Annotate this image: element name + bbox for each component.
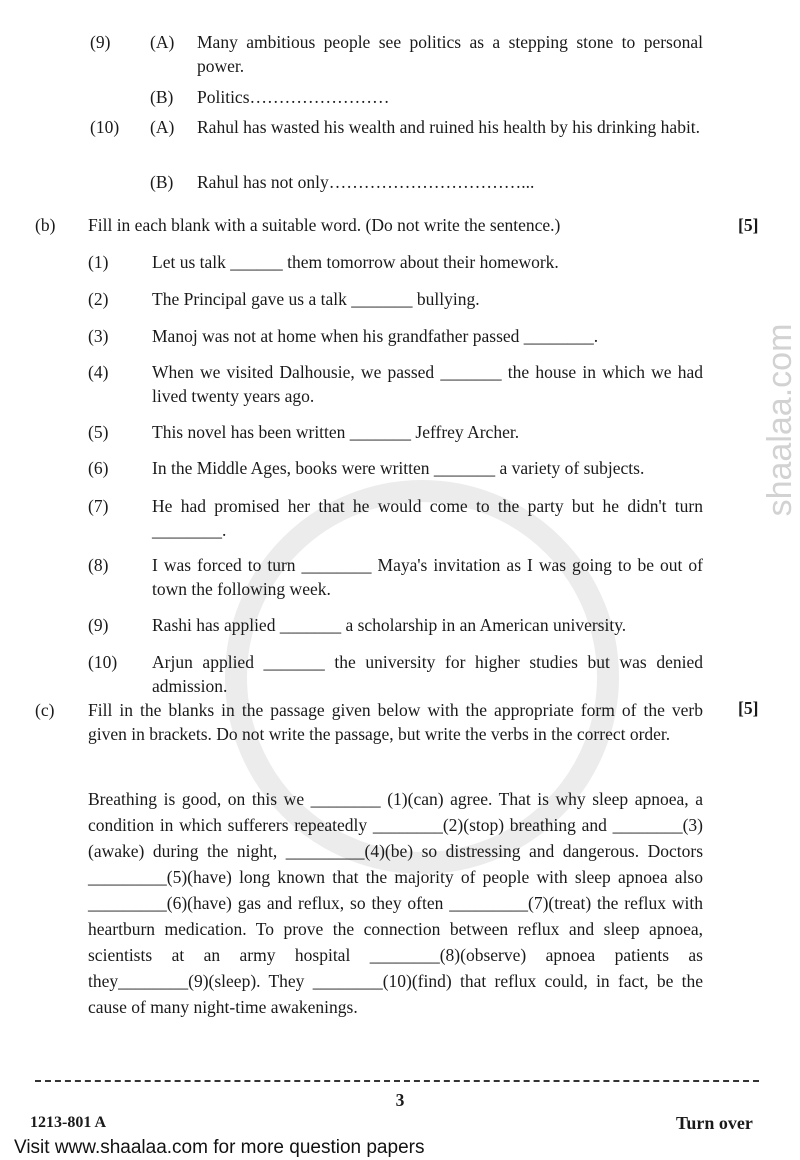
item-number: (9) xyxy=(88,615,109,635)
item-text: Manoj was not at home when his grandfather passed ________. xyxy=(152,326,599,346)
item-text: I was forced to turn ________ Maya's invitation as I was going to be out of town the following week. xyxy=(152,555,703,599)
item-text: When we visited Dalhousie, we passed _______ the house in which we had lived twenty years ago. xyxy=(152,362,703,406)
item-text: He had promised her that he would come to the party but he didn't turn ________. xyxy=(152,496,703,540)
watermark-text: Visit www.shaalaa.com for more question papers xyxy=(14,1137,425,1158)
section-marks: [5] xyxy=(738,698,759,718)
section-instruction: Fill in the blanks in the passage given below with the appropriate form of the verb given in brackets. Do not write the passage, but write the verbs in the correct order. xyxy=(88,700,703,744)
item-text: Rashi has applied _______ a scholarship in an American university. xyxy=(152,615,627,635)
item-number: (10) xyxy=(88,652,118,672)
item-number: (4) xyxy=(88,362,109,382)
passage: Breathing is good, on this we ________ (1)(can) agree. That is why sleep apnoea, a condition in which sufferers repeatedly ________(2)(stop) breathing and ________(3)(awake) during the night, _________(4)(be) so distressing and dangerous. Doctors _________(5)(have) long known that the majority of people with sleep apnoea also _________(6)(have) gas and reflux, so they often _________(7)(treat) the reflux with heartburn medication. To prove the connection between reflux and sleep apnoea, scientists at an army hospital ________(8)(observe) apnoea patients as they________(9)(sleep). They ________(10)(find) that reflux could, in fact, be the cause of many night-time awakenings. xyxy=(88,789,703,1017)
item-text: The Principal gave us a talk _______ bullying. xyxy=(152,289,480,309)
sub-label-a: (A) xyxy=(150,32,175,52)
watermark-seal-text: shaalaa.com xyxy=(761,323,799,517)
item-number: (6) xyxy=(88,458,109,478)
sentence-b: Politics…………………… xyxy=(197,87,390,107)
item-text: This novel has been written _______ Jeffrey Archer. xyxy=(152,422,520,442)
sub-label-b: (B) xyxy=(150,172,174,192)
item-text: Let us talk ______ them tomorrow about their homework. xyxy=(152,252,559,272)
item-number: (8) xyxy=(88,555,109,575)
sub-label-a: (A) xyxy=(150,117,175,137)
item-text: Arjun applied _______ the university for higher studies but was denied admission. xyxy=(152,652,703,696)
page-number: 3 xyxy=(395,1090,405,1110)
sentence-b: Rahul has not only……………………………... xyxy=(197,172,535,192)
section-label: (c) xyxy=(35,700,55,720)
item-number: (10) xyxy=(90,117,120,137)
item-number: (1) xyxy=(88,252,109,272)
sub-label-b: (B) xyxy=(150,87,174,107)
item-number: (9) xyxy=(90,32,111,52)
section-instruction: Fill in each blank with a suitable word. (Do not write the sentence.) xyxy=(88,215,561,235)
item-number: (2) xyxy=(88,289,109,309)
sentence-a: Rahul has wasted his wealth and ruined his health by his drinking habit. xyxy=(197,117,701,137)
paper-code: 1213-801 A xyxy=(30,1114,106,1131)
turn-over-label: Turn over xyxy=(676,1113,753,1133)
item-number: (5) xyxy=(88,422,109,442)
section-label: (b) xyxy=(35,215,56,235)
sentence-a: Many ambitious people see politics as a stepping stone to personal power. xyxy=(197,32,703,76)
section-marks: [5] xyxy=(738,215,759,235)
footer-divider xyxy=(35,1080,759,1082)
item-number: (3) xyxy=(88,326,109,346)
item-number: (7) xyxy=(88,496,109,516)
item-text: In the Middle Ages, books were written _______ a variety of subjects. xyxy=(152,458,645,478)
